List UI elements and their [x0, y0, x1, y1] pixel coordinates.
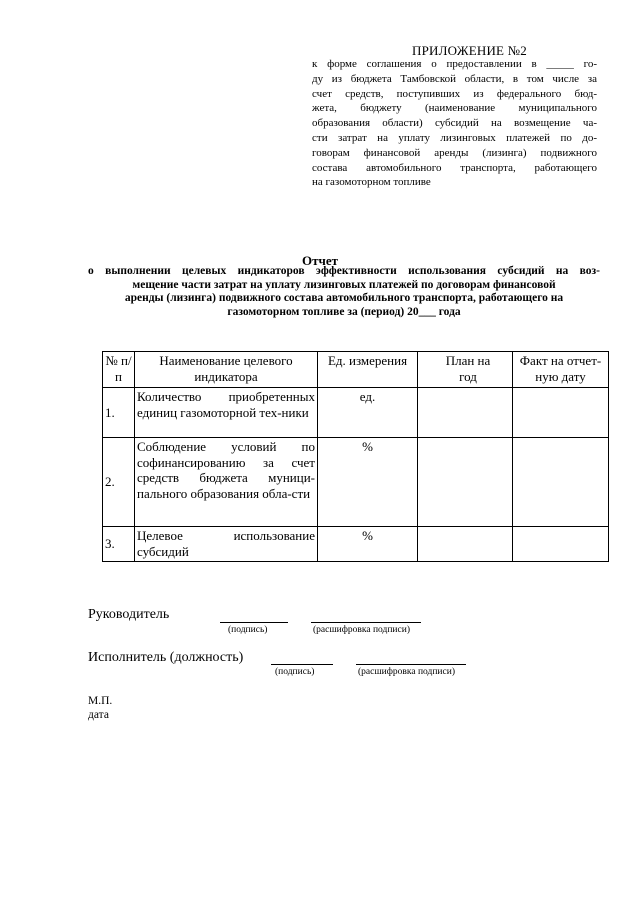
header-unit: Ед. измерения — [318, 352, 418, 388]
row-num: 3. — [103, 527, 135, 562]
report-subtitle-line: о выполнении целевых индикаторов эффективности использования субсидий на воз- — [88, 265, 600, 277]
appendix-line: счет средств, поступивших из федерального бюд- — [312, 87, 597, 100]
header-name: Наименование целевого индикатора — [135, 352, 318, 388]
executor-signature-line — [271, 664, 333, 665]
head-label: Руководитель — [88, 607, 170, 622]
row-plan — [418, 438, 513, 527]
table-row — [103, 388, 609, 438]
header-plan: План на год — [418, 352, 513, 388]
indicators-table — [102, 351, 609, 562]
executor-signature-caption: (подпись) — [275, 667, 315, 677]
report-subtitle-line: аренды (лизинга) подвижного состава автомобильного транспорта, работающего на — [124, 292, 564, 304]
table-row — [103, 527, 609, 562]
table-header-row — [103, 352, 609, 388]
report-subtitle-line: газомоторном топливе за (период) 20___ года — [227, 305, 461, 318]
row-num: 1. — [103, 388, 135, 438]
appendix-text — [312, 57, 597, 190]
appendix-line: жета, бюджету (наименование муниципального — [312, 102, 597, 115]
report-subtitle — [88, 265, 600, 319]
appendix-line: к форме соглашения о предоставлении в _____ го- — [312, 58, 597, 70]
executor-label: Исполнитель (должность) — [88, 650, 244, 665]
row-plan — [418, 388, 513, 438]
table-row — [103, 438, 609, 527]
appendix-line: образования области) субсидий на возмещение ча- — [312, 117, 597, 130]
row-unit: ед. — [318, 388, 418, 438]
row-unit: % — [318, 438, 418, 527]
report-title: Отчет — [302, 253, 338, 268]
date-label: дата — [88, 709, 109, 721]
header-num: № п/п — [103, 352, 135, 388]
appendix-line: говорам финансовой аренды (лизинга) подвижного — [312, 146, 597, 159]
head-signature-line — [220, 622, 288, 623]
head-decoding-line — [311, 622, 421, 623]
row-name: Целевое использование субсидий — [135, 527, 318, 562]
executor-decoding-caption: (расшифровка подписи) — [358, 667, 455, 677]
head-decoding-caption: (расшифровка подписи) — [313, 625, 410, 635]
row-unit: % — [318, 527, 418, 562]
seal-label: М.П. — [88, 695, 113, 707]
row-fact — [513, 388, 609, 438]
report-subtitle-line: мещение части затрат на уплату лизинговых платежей по договорам финансовой — [132, 278, 556, 291]
head-signature-caption: (подпись) — [228, 625, 268, 635]
row-num: 2. — [103, 438, 135, 527]
row-name: Соблюдение условий по софинансированию за счет средств бюджета муници-пального образования обла-сти — [135, 438, 318, 527]
row-name: Количество приобретенных единиц газомоторной тех-ники — [135, 388, 318, 438]
executor-decoding-line — [356, 664, 466, 665]
appendix-line: на газомоторном топливе — [312, 176, 431, 189]
row-fact — [513, 527, 609, 562]
appendix-line: состава автомобильного транспорта, работающего — [312, 161, 597, 174]
row-plan — [418, 527, 513, 562]
row-fact — [513, 438, 609, 527]
header-fact: Факт на отчет-ную дату — [513, 352, 609, 388]
appendix-line: ду из бюджета Тамбовской области, в том числе за — [312, 72, 597, 85]
appendix-title: ПРИЛОЖЕНИЕ №2 — [412, 43, 527, 58]
appendix-line: сти затрат на уплату лизинговых платежей по до- — [312, 131, 597, 144]
